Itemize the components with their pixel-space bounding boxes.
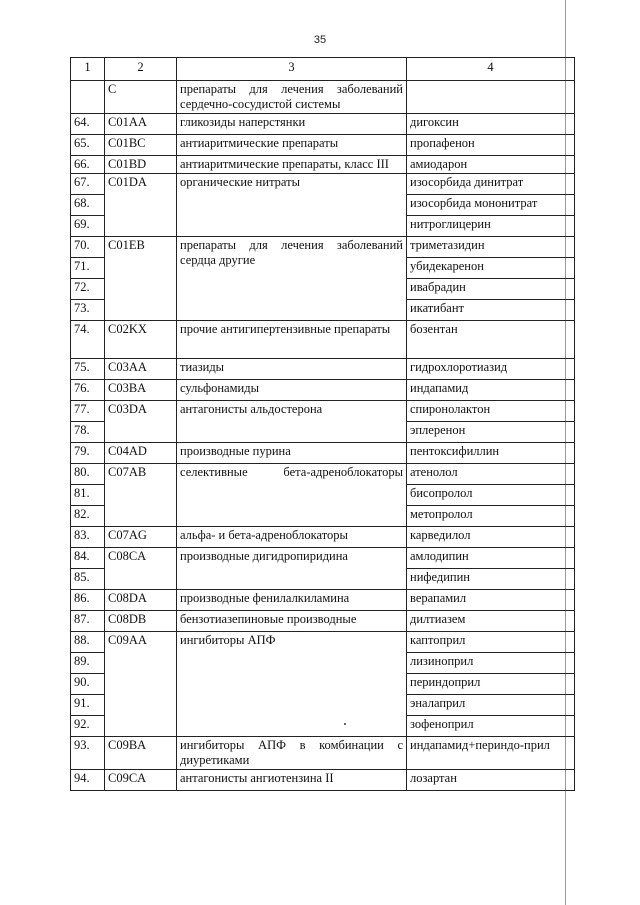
drug-name: бисопролол: [407, 485, 575, 506]
group-description: альфа- и бета-адреноблокаторы: [177, 527, 407, 548]
drug-name: [407, 81, 575, 114]
group-description: антиаритмические препараты: [177, 135, 407, 156]
drug-name: пропафенон: [407, 135, 575, 156]
atc-code: C01AA: [105, 114, 177, 135]
table-row: [71, 156, 575, 174]
drug-name: пентоксифиллин: [407, 443, 575, 464]
row-number: 79.: [71, 443, 105, 464]
table-row: [71, 359, 575, 380]
atc-code: C09CA: [105, 770, 177, 791]
table-row: [71, 135, 575, 156]
table-row: [71, 380, 575, 401]
drug-name: амиодарон: [407, 156, 575, 174]
atc-code: C08DA: [105, 590, 177, 611]
table-row: [71, 770, 575, 791]
group-description: ингибиторы АПФ: [177, 632, 407, 737]
drug-name: гидрохлоротиазид: [407, 359, 575, 380]
drug-name: лозартан: [407, 770, 575, 791]
table-row: [71, 174, 575, 195]
drug-name: индапамид: [407, 380, 575, 401]
atc-code: C03AA: [105, 359, 177, 380]
drug-name: эналаприл: [407, 695, 575, 716]
group-description: гликозиды наперстянки: [177, 114, 407, 135]
drug-name: эплеренон: [407, 422, 575, 443]
table-row: [71, 632, 575, 653]
table-header-row: [71, 58, 575, 81]
group-description: производные фенилалкиламина: [177, 590, 407, 611]
atc-code: C03BA: [105, 380, 177, 401]
stray-dot-mark: [344, 723, 346, 725]
drug-name: дилтиазем: [407, 611, 575, 632]
row-number: 84.: [71, 548, 105, 569]
group-description: антагонисты ангиотензина II: [177, 770, 407, 791]
drug-name: спиронолактон: [407, 401, 575, 422]
atc-code: C08CA: [105, 548, 177, 590]
row-number: 71.: [71, 258, 105, 279]
drug-name: атенолол: [407, 464, 575, 485]
column-header-3: 3: [177, 58, 407, 81]
group-description: прочие антигипертензивные препараты: [177, 321, 407, 359]
drug-name: периндоприл: [407, 674, 575, 695]
drug-name: дигоксин: [407, 114, 575, 135]
row-number: 91.: [71, 695, 105, 716]
table-row: [71, 548, 575, 569]
row-number: [71, 81, 105, 114]
atc-code: C07AG: [105, 527, 177, 548]
atc-code: C01DA: [105, 174, 177, 237]
atc-code: С: [105, 81, 177, 114]
row-number: 83.: [71, 527, 105, 548]
row-number: 70.: [71, 237, 105, 258]
drug-name: амлодипин: [407, 548, 575, 569]
column-header-1: 1: [71, 58, 105, 81]
group-description: бензотиазепиновые производные: [177, 611, 407, 632]
row-number: 82.: [71, 506, 105, 527]
group-description: ингибиторы АПФ в комбинации с диуретиками: [177, 737, 407, 770]
row-number: 81.: [71, 485, 105, 506]
row-number: 76.: [71, 380, 105, 401]
atc-code: C07AB: [105, 464, 177, 527]
row-number: 72.: [71, 279, 105, 300]
group-description: органические нитраты: [177, 174, 407, 237]
row-number: 94.: [71, 770, 105, 791]
drug-name: зофеноприл: [407, 716, 575, 737]
group-description: производные дигидропиридина: [177, 548, 407, 590]
table-row: [71, 464, 575, 485]
column-header-4: 4: [407, 58, 575, 81]
atc-code: C01BC: [105, 135, 177, 156]
row-number: 74.: [71, 321, 105, 359]
row-number: 80.: [71, 464, 105, 485]
row-number: 89.: [71, 653, 105, 674]
row-number: 67.: [71, 174, 105, 195]
row-number: 78.: [71, 422, 105, 443]
drug-name: изосорбида мононитрат: [407, 195, 575, 216]
group-description: селективные бета-адреноблокаторы: [177, 464, 407, 527]
drug-name: убидекаренон: [407, 258, 575, 279]
drug-name: триметазидин: [407, 237, 575, 258]
table-row: [71, 590, 575, 611]
drug-name: верапамил: [407, 590, 575, 611]
group-description: препараты для лечения заболеваний сердца другие: [177, 237, 407, 321]
atc-code: C09AA: [105, 632, 177, 737]
drug-name: бозентан: [407, 321, 575, 359]
atc-code: C09BA: [105, 737, 177, 770]
drug-table: [70, 57, 575, 791]
group-description: препараты для лечения заболеваний сердечно-сосудистой системы: [177, 81, 407, 114]
table-row: [71, 611, 575, 632]
column-header-2: 2: [105, 58, 177, 81]
row-number: 92.: [71, 716, 105, 737]
drug-name: метопролол: [407, 506, 575, 527]
row-number: 64.: [71, 114, 105, 135]
group-description: антагонисты альдостерона: [177, 401, 407, 443]
row-number: 65.: [71, 135, 105, 156]
row-number: 85.: [71, 569, 105, 590]
table-row: [71, 401, 575, 422]
group-description: тиазиды: [177, 359, 407, 380]
row-number: 90.: [71, 674, 105, 695]
atc-code: C01EB: [105, 237, 177, 321]
row-number: 69.: [71, 216, 105, 237]
group-description: антиаритмические препараты, класс III: [177, 156, 407, 174]
drug-name: лизиноприл: [407, 653, 575, 674]
atc-code: C02KX: [105, 321, 177, 359]
row-number: 87.: [71, 611, 105, 632]
drug-name: ивабрадин: [407, 279, 575, 300]
row-number: 93.: [71, 737, 105, 770]
atc-code: C03DA: [105, 401, 177, 443]
table-row: [71, 527, 575, 548]
table-row: [71, 737, 575, 770]
drug-name: икатибант: [407, 300, 575, 321]
table-row: [71, 443, 575, 464]
row-number: 77.: [71, 401, 105, 422]
atc-code: C04AD: [105, 443, 177, 464]
group-row: [71, 81, 575, 114]
row-number: 68.: [71, 195, 105, 216]
row-number: 88.: [71, 632, 105, 653]
table-row: [71, 321, 575, 359]
atc-code: C01BD: [105, 156, 177, 174]
drug-name: нифедипин: [407, 569, 575, 590]
drug-name: индапамид+периндо-прил: [407, 737, 575, 770]
drug-name: каптоприл: [407, 632, 575, 653]
row-number: 66.: [71, 156, 105, 174]
row-number: 73.: [71, 300, 105, 321]
row-number: 86.: [71, 590, 105, 611]
table-row: [71, 237, 575, 258]
drug-name: карведилол: [407, 527, 575, 548]
drug-name: нитроглицерин: [407, 216, 575, 237]
page-number: 35: [313, 34, 327, 46]
table-row: [71, 114, 575, 135]
drug-name: изосорбида динитрат: [407, 174, 575, 195]
row-number: 75.: [71, 359, 105, 380]
group-description: сульфонамиды: [177, 380, 407, 401]
group-description: производные пурина: [177, 443, 407, 464]
atc-code: C08DB: [105, 611, 177, 632]
